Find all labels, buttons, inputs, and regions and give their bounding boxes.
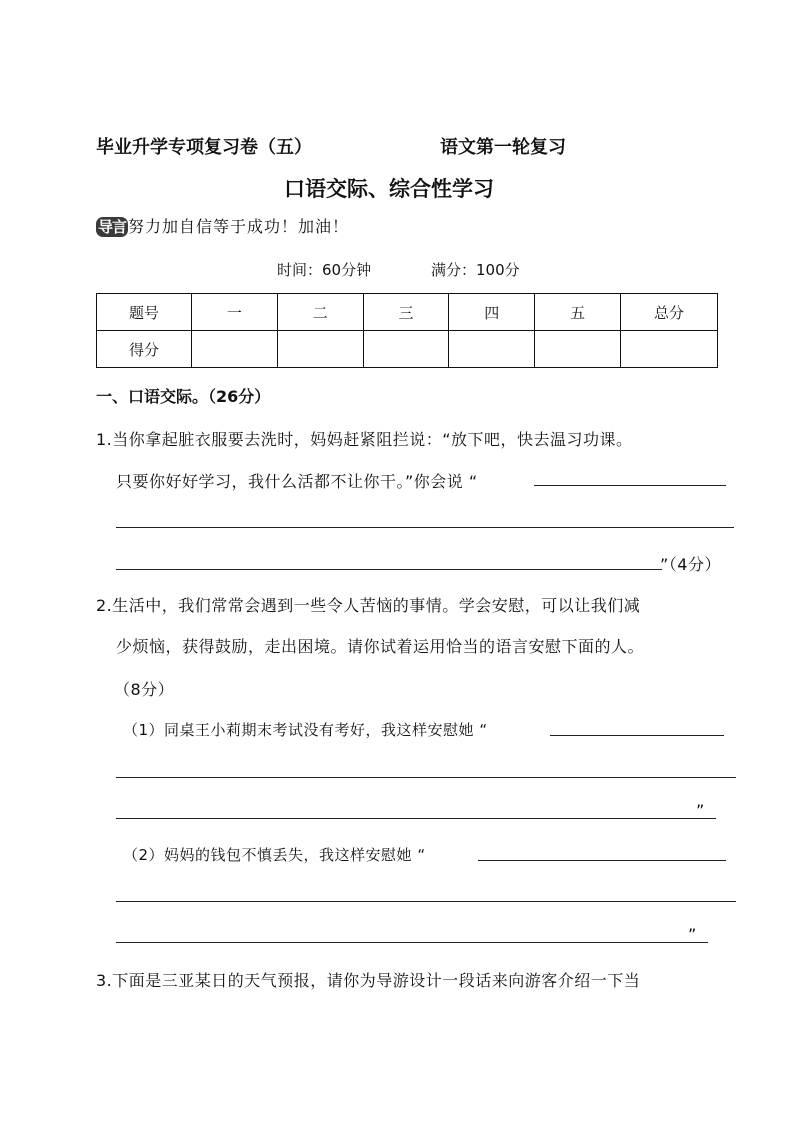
answer-line[interactable] (478, 860, 726, 861)
guide-line (96, 214, 349, 237)
table-header-cell: 五 (535, 294, 621, 331)
quote-close: ” (688, 925, 697, 944)
guide-badge: 导言 (98, 218, 127, 236)
paper-series-title: 毕业升学专项复习卷（五） (96, 137, 312, 158)
answer-line[interactable] (116, 569, 662, 570)
answer-line[interactable] (116, 901, 736, 902)
score-table-header-row (97, 294, 718, 331)
question-2-sub-1: （1）同桌王小莉期末考试没有考好，我这样安慰她 “ (123, 721, 488, 739)
answer-line[interactable] (116, 942, 708, 943)
answer-line[interactable] (116, 818, 716, 819)
question-2-text: 2.生活中，我们常常会遇到一些令人苦恼的事情。学会安慰，可以让我们减 (96, 596, 641, 615)
question-2-sub-2: （2）妈妈的钱包不慎丢失，我这样安慰她 “ (123, 846, 426, 864)
guide-text: 努力加自信等于成功！加油！ (128, 217, 350, 236)
answer-line[interactable] (116, 527, 734, 528)
question-1-text-cont: 只要你好好学习，我什么活都不让你干。”你会说 “ (116, 472, 478, 491)
score-table-score-row (97, 331, 718, 368)
question-2-text-cont: 少烦恼，获得鼓励，走出困境。请你试着运用恰当的语言安慰下面的人。 (116, 637, 645, 656)
answer-line[interactable] (534, 485, 726, 486)
table-header-cell: 总分 (621, 294, 718, 331)
table-header-cell: 一 (192, 294, 278, 331)
score-cell (621, 331, 718, 368)
score-row-label: 得分 (97, 331, 192, 368)
question-1-points: ”（4分） (660, 555, 721, 574)
table-header-cell: 二 (277, 294, 363, 331)
score-cell (363, 331, 449, 368)
question-2-points: （8分） (114, 680, 175, 699)
score-cell (535, 331, 621, 368)
answer-line[interactable] (116, 777, 736, 778)
score-table (96, 293, 718, 368)
section-heading: 一、口语交际。（26分） (96, 387, 271, 406)
paper-subject-label: 语文第一轮复习 (440, 137, 566, 158)
answer-line[interactable] (550, 735, 724, 736)
table-header-cell: 三 (363, 294, 449, 331)
score-cell (277, 331, 363, 368)
score-cell (192, 331, 278, 368)
table-header-cell: 四 (449, 294, 535, 331)
question-3-text: 3.下面是三亚某日的天气预报，请你为导游设计一段话来向游客介绍一下当 (96, 971, 641, 990)
question-1-text: 1.当你拿起脏衣服要去洗时，妈妈赶紧阻拦说：“放下吧，快去温习功课。 (96, 430, 633, 449)
score-cell (449, 331, 535, 368)
time-limit: 时间：60分钟 (277, 261, 372, 279)
full-score: 满分：100分 (431, 261, 520, 279)
page-title: 口语交际、综合性学习 (284, 177, 494, 201)
table-header-cell: 题号 (97, 294, 192, 331)
quote-close: ” (696, 801, 705, 820)
